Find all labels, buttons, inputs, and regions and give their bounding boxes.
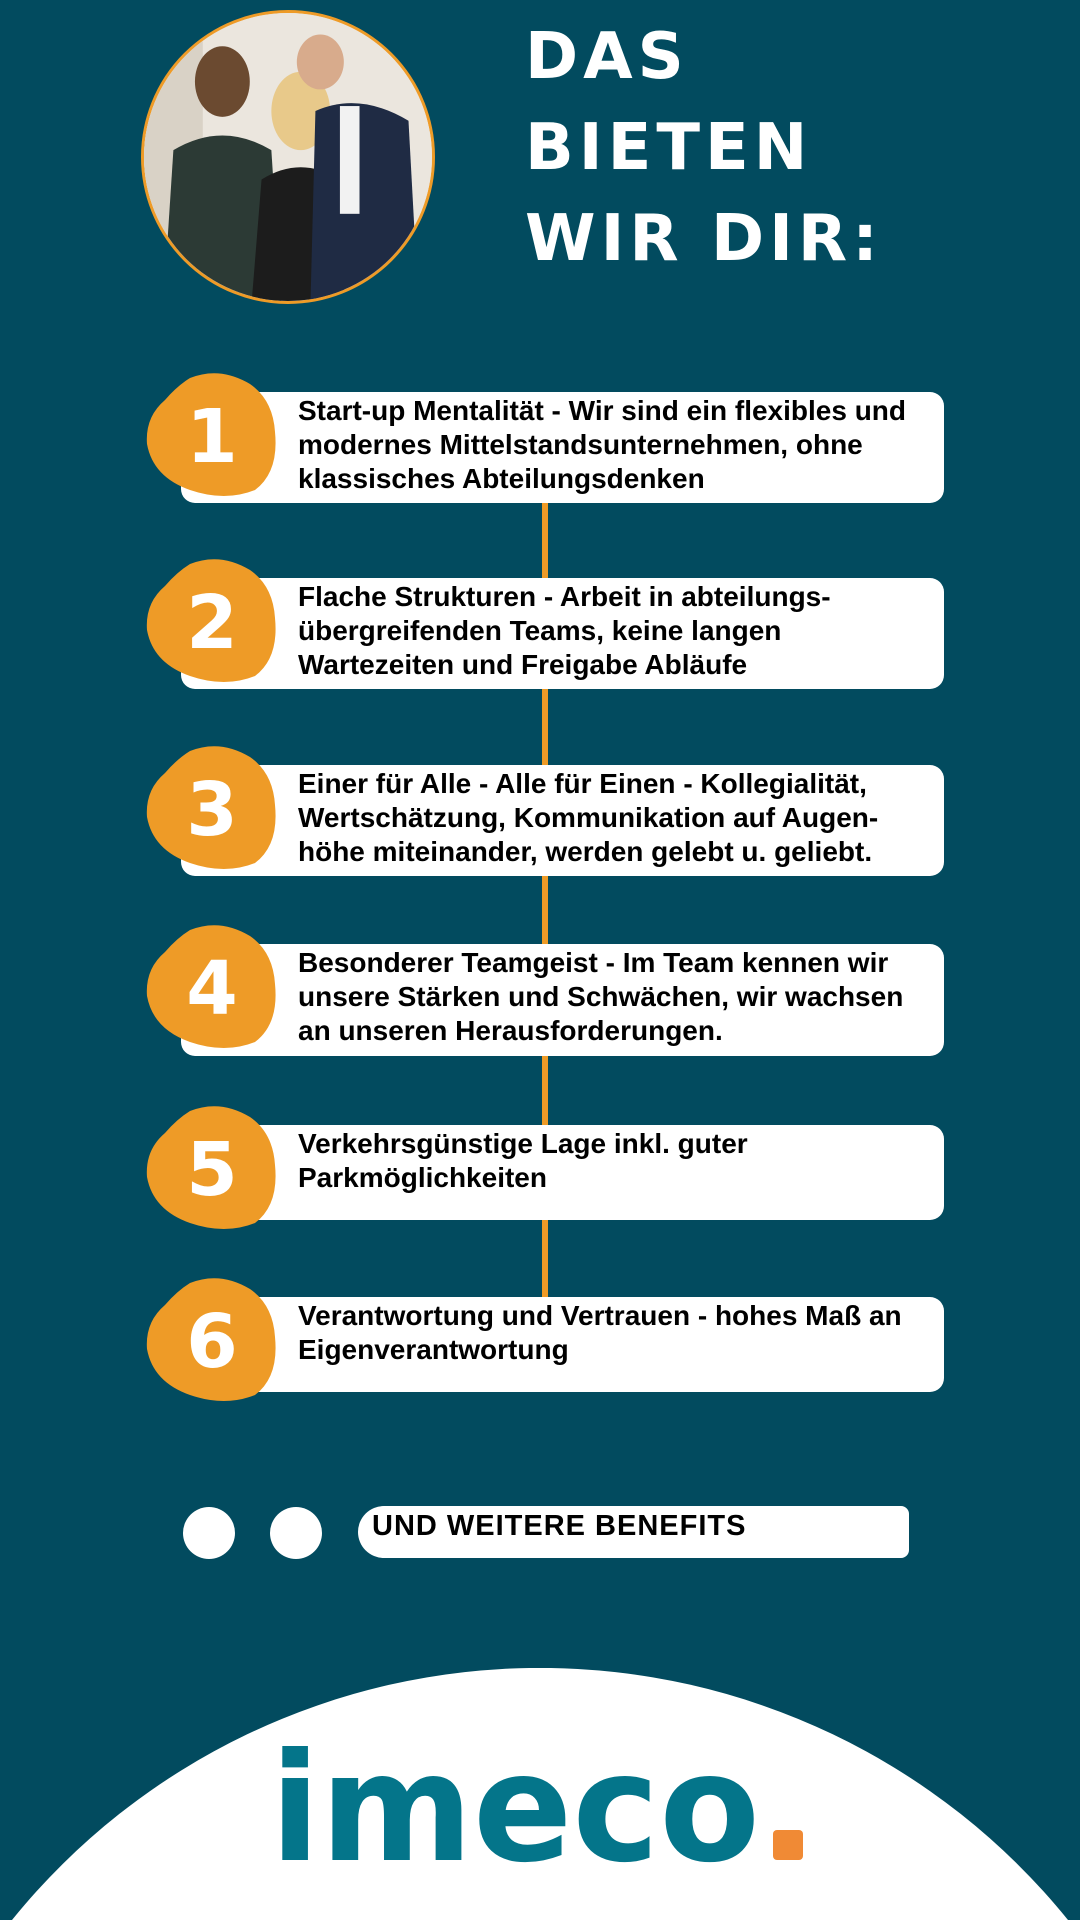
number-blob [145,558,279,685]
benefit-text: Einer für Alle - Alle für Einen - Kollegialität, Wertschätzung, Kommunikation auf Augen-höhe miteinander, werden gelebt u. geliebt. [298,768,879,867]
team-photo [141,10,435,304]
page-title [525,12,883,285]
imeco-logo [270,1740,815,1875]
title-line: DAS [525,20,689,94]
benefit-card [181,392,944,503]
benefit-card [181,1297,944,1392]
title-line: WIR DIR: [525,202,883,276]
more-benefits-label: UND WEITERE BENEFITS [372,1510,747,1542]
benefit-card [181,578,944,689]
benefit-number: 5 [186,1127,238,1213]
title-line: BIETEN [525,111,813,185]
number-blob [145,745,279,872]
number-blob [145,372,279,499]
benefit-number: 1 [186,394,238,480]
more-benefits-banner [358,1506,909,1558]
benefit-text: Start-up Mentalität - Wir sind ein flexibles und modernes Mittelstandsunternehmen, ohne klassisches Abteilungsdenken [298,395,907,494]
number-blob [145,924,279,1051]
benefit-text: Flache Strukturen - Arbeit in abteilungs-übergreifenden Teams, keine langen Wartezeiten und Freigabe Abläufe [298,581,831,680]
number-blob [145,1105,279,1232]
benefit-number: 3 [186,767,238,853]
benefit-text: Besonderer Teamgeist - Im Team kennen wir unsere Stärken und Schwächen, wir wachsen an unseren Herausforderungen. [298,947,904,1046]
benefit-number: 4 [186,946,238,1032]
bullet-dot [270,1507,322,1559]
benefit-card [181,765,944,876]
number-blob [145,1277,279,1404]
svg-text:imeco: imeco [270,1740,760,1875]
benefit-number: 6 [186,1299,238,1385]
benefit-card [181,944,944,1056]
benefit-card [181,1125,944,1220]
benefit-number: 2 [186,580,238,666]
benefit-text: Verkehrsgünstige Lage inkl. guter Parkmöglichkeiten [298,1128,748,1193]
benefit-text: Verantwortung und Vertrauen - hohes Maß an Eigenverantwortung [298,1300,902,1365]
bullet-dot [183,1507,235,1559]
